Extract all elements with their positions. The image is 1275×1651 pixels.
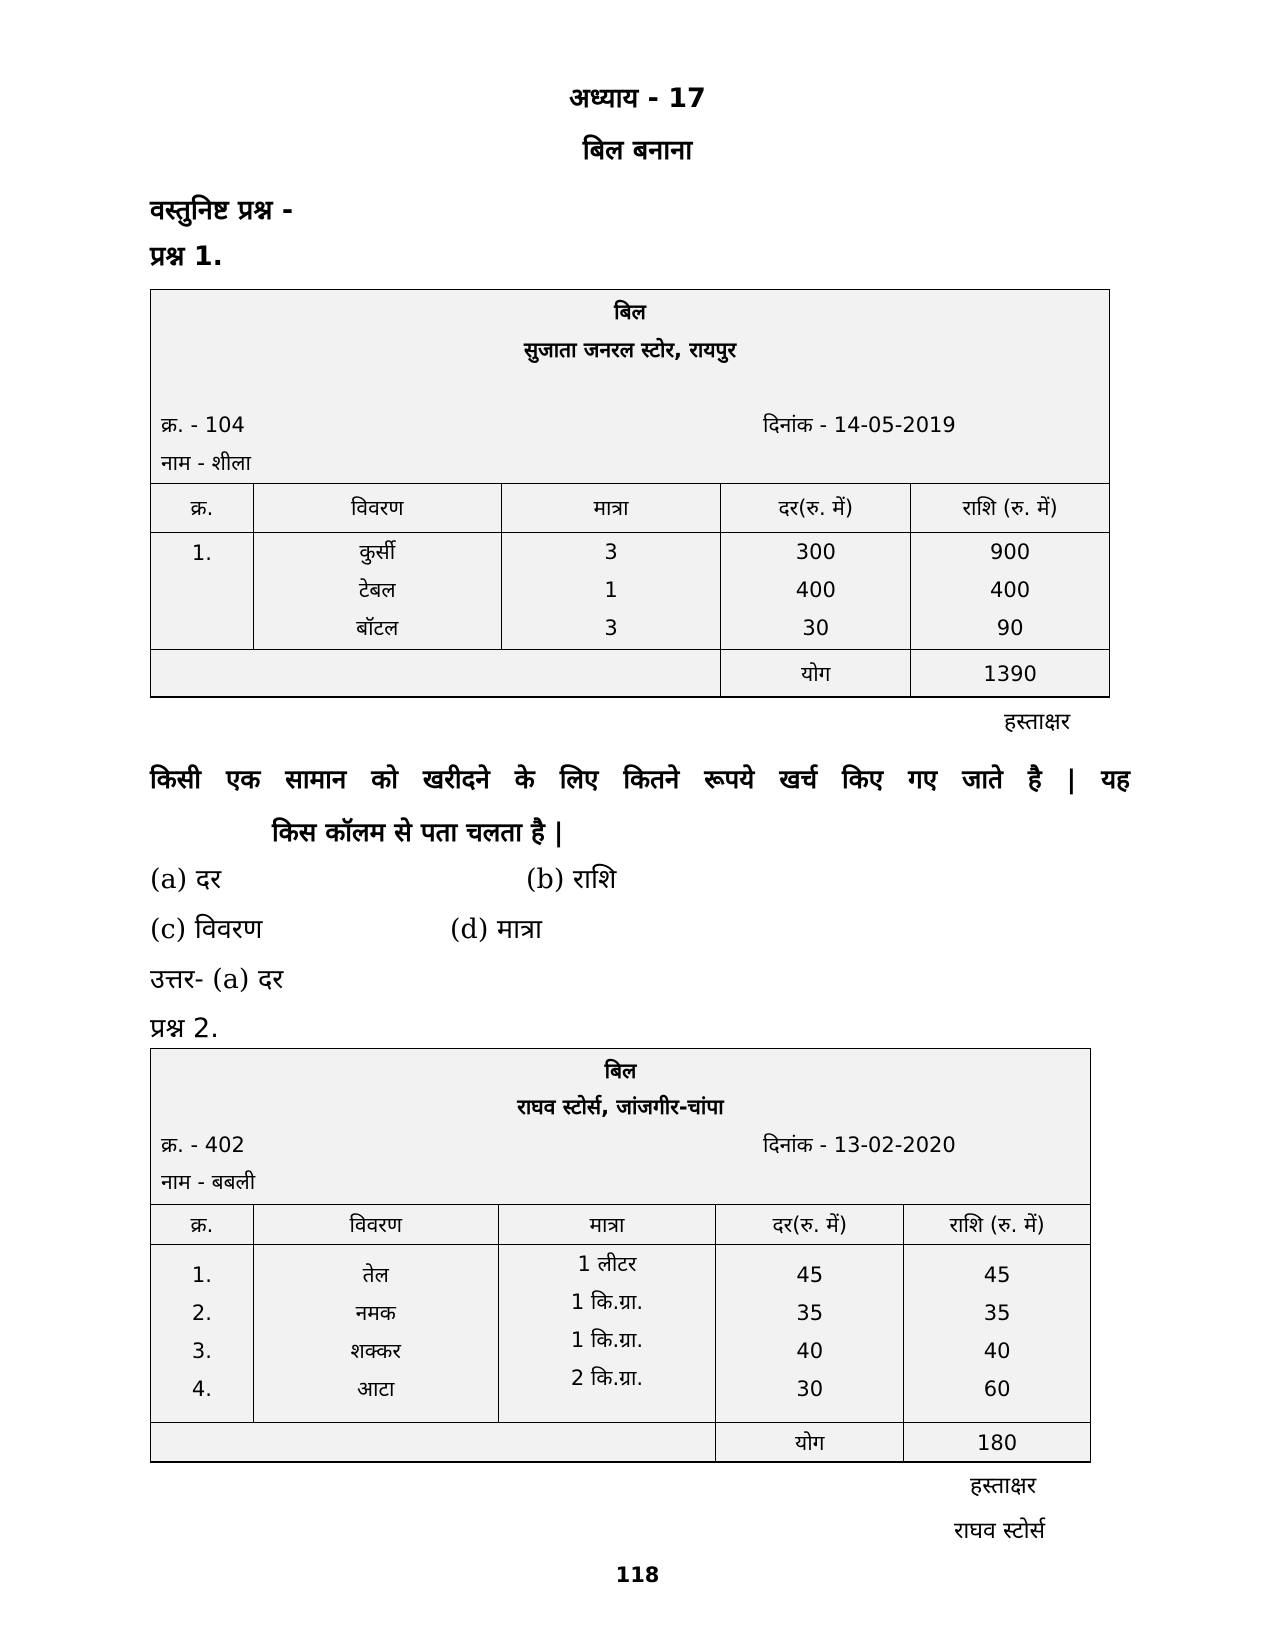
- item-rate: 30: [796, 1377, 824, 1401]
- option-a: (a) दर: [150, 864, 222, 895]
- column-header-quantity: मात्रा: [501, 484, 721, 533]
- chapter-heading: अध्याय - 17: [569, 83, 706, 114]
- total-label: योग: [721, 650, 911, 698]
- serial-number: 1.: [191, 1263, 212, 1287]
- rate-cell: [721, 533, 911, 650]
- serial-cell: [151, 1245, 254, 1423]
- table-row: [151, 533, 1110, 650]
- page-number: 118: [615, 1563, 660, 1587]
- column-header-rate: दर(रु. में): [721, 484, 911, 533]
- item-amount: 90: [996, 616, 1024, 640]
- question-1-label: प्रश्न 1.: [150, 241, 223, 272]
- bill-2-shop-name: राघव स्टोर्स, जांजगीर-चांपा: [517, 1095, 724, 1119]
- table-row: [151, 1245, 1091, 1423]
- item-quantity: 1 कि.ग्रा.: [570, 1328, 644, 1352]
- serial-number: 2.: [191, 1301, 212, 1325]
- item-rate: 30: [802, 616, 830, 640]
- total-row: [151, 1423, 1091, 1463]
- item-quantity: 1 कि.ग्रा.: [570, 1290, 644, 1314]
- section-title: वस्तुनिष्ट प्रश्न -: [150, 195, 294, 226]
- option-d: (d) मात्रा: [450, 914, 542, 945]
- total-row-spacer: [151, 1423, 716, 1463]
- bill-1-serial: क्र. - 104: [161, 413, 245, 437]
- total-label: योग: [716, 1423, 904, 1463]
- table-header-row: [151, 1205, 1091, 1245]
- bill-1-date: दिनांक - 14-05-2019: [763, 413, 956, 437]
- bill-2-items-table: [150, 1204, 1091, 1463]
- bill-2-customer-name: नाम - बबली: [161, 1170, 256, 1194]
- column-header-description: विवरण: [253, 1205, 498, 1245]
- amount-cell: [911, 533, 1110, 650]
- column-header-description: विवरण: [253, 484, 501, 533]
- item-rate: 35: [796, 1301, 824, 1325]
- question-1-text-line-1: किसी एक सामान को खरीदने के लिए कितने रूपये खर्च किए गए जाते है | यह: [150, 765, 1130, 795]
- item-amount: 35: [983, 1301, 1011, 1325]
- column-header-quantity: मात्रा: [498, 1205, 716, 1245]
- serial-cell: [151, 533, 254, 650]
- item-quantity: 2 कि.ग्रा.: [570, 1366, 644, 1390]
- bill-2: [150, 1048, 1091, 1462]
- column-header-serial: क्र.: [151, 1205, 254, 1245]
- bill-1-shop-name: सुजाता जनरल स्टोर, रायपुर: [523, 338, 737, 362]
- total-row: [151, 650, 1110, 698]
- item-rate: 400: [795, 578, 836, 602]
- item-name: आटा: [356, 1377, 395, 1401]
- item-rate: 300: [795, 540, 836, 564]
- total-amount: 1390: [911, 650, 1110, 698]
- total-amount: 180: [904, 1423, 1091, 1463]
- item-amount: 45: [983, 1263, 1011, 1287]
- item-rate: 40: [796, 1339, 824, 1363]
- bill-2-heading: बिल: [604, 1059, 637, 1083]
- serial-number: 4.: [191, 1377, 212, 1401]
- quantity-cell: [501, 533, 721, 650]
- item-name: टेबल: [358, 578, 396, 602]
- item-name: नमक: [355, 1301, 396, 1325]
- column-header-rate: दर(रु. में): [716, 1205, 904, 1245]
- table-header-row: [151, 484, 1110, 533]
- bill-2-signature: हस्ताक्षर: [970, 1473, 1037, 1499]
- option-c: (c) विवरण: [150, 914, 263, 945]
- item-quantity: 1 लीटर: [577, 1252, 637, 1276]
- description-cell: [253, 1245, 498, 1423]
- item-name: बॉटल: [356, 616, 399, 640]
- item-name: कुर्सी: [359, 540, 396, 564]
- bill-1-customer-name: नाम - शीला: [161, 451, 251, 475]
- serial-number: 3.: [191, 1339, 212, 1363]
- option-b: (b) राशि: [526, 864, 617, 895]
- item-quantity: 3: [604, 616, 618, 640]
- amount-cell: [904, 1245, 1091, 1423]
- item-quantity: 3: [604, 540, 618, 564]
- rate-cell: [716, 1245, 904, 1423]
- item-name: शक्कर: [350, 1339, 401, 1363]
- item-amount: 60: [983, 1377, 1011, 1401]
- item-amount: 400: [990, 578, 1031, 602]
- column-header-serial: क्र.: [151, 484, 254, 533]
- serial-number: 1.: [191, 541, 212, 565]
- item-amount: 40: [983, 1339, 1011, 1363]
- answer: उत्तर- (a) दर: [150, 964, 284, 995]
- question-1-text-line-2: किस कॉलम से पता चलता है |: [272, 818, 564, 848]
- total-row-spacer: [151, 650, 721, 698]
- bill-2-header: [151, 1049, 1090, 1205]
- chapter-title: बिल बनाना: [582, 135, 693, 166]
- bill-1-heading: बिल: [614, 300, 646, 324]
- bill-1-signature: हस्ताक्षर: [1004, 709, 1071, 735]
- item-amount: 900: [990, 540, 1031, 564]
- bill-1: [150, 289, 1110, 697]
- bill-2-serial: क्र. - 402: [161, 1133, 245, 1157]
- column-header-amount: राशि (रु. में): [911, 484, 1110, 533]
- description-cell: [253, 533, 501, 650]
- quantity-cell: [498, 1245, 716, 1423]
- item-name: तेल: [362, 1263, 389, 1287]
- item-quantity: 1: [604, 578, 618, 602]
- question-2-label: प्रश्न 2.: [150, 1013, 219, 1044]
- bill-2-date: दिनांक - 13-02-2020: [763, 1133, 956, 1157]
- bill-1-items-table: [150, 483, 1110, 698]
- item-rate: 45: [796, 1263, 824, 1287]
- bill-2-signature-shop: राघव स्टोर्स: [954, 1518, 1046, 1544]
- column-header-amount: राशि (रु. में): [904, 1205, 1091, 1245]
- bill-1-header: [151, 290, 1109, 484]
